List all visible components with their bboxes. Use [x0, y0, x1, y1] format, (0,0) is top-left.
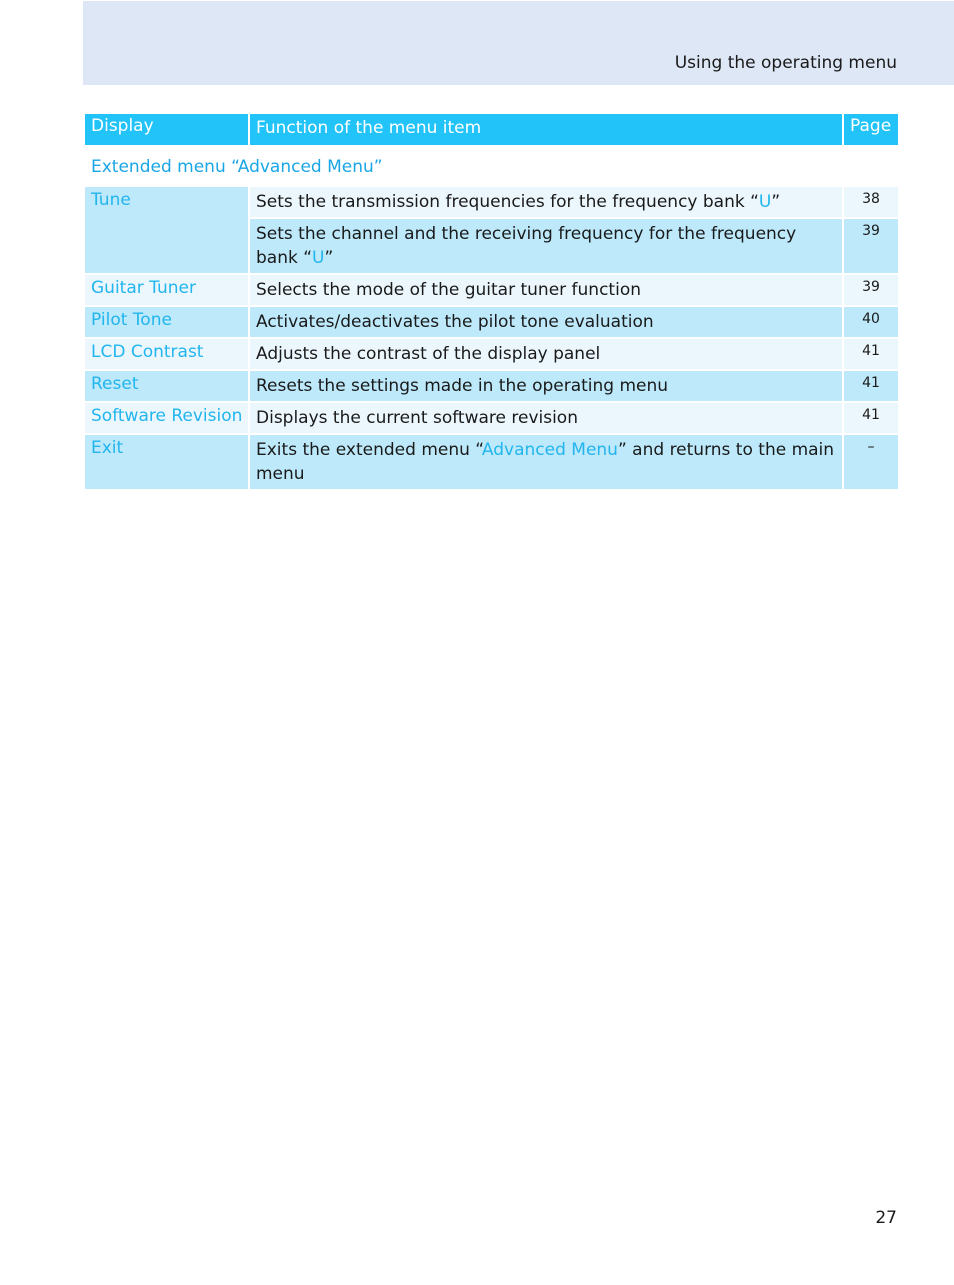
- section-title: Extended menu “Advanced Menu”: [91, 157, 383, 177]
- menu-item-function: Displays the current software revision: [250, 403, 842, 433]
- menu-item-page: 41: [844, 339, 898, 369]
- menu-item-function: Exits the extended menu “Advanced Menu” and returns to the main menu: [250, 435, 842, 489]
- menu-table: [85, 114, 900, 491]
- menu-item-page: 41: [844, 403, 898, 433]
- menu-item-function: Resets the settings made in the operating menu: [250, 371, 842, 401]
- table-row: [85, 275, 900, 305]
- table-row: [85, 371, 900, 401]
- column-header-page: Page: [844, 114, 898, 145]
- page-number: 27: [875, 1208, 897, 1228]
- menu-item-page: 39: [844, 275, 898, 305]
- menu-item-name: Pilot Tone: [85, 307, 248, 337]
- menu-item-page: 39: [844, 219, 898, 273]
- menu-item-name: Reset: [85, 371, 248, 401]
- table-row-exit: [85, 435, 900, 489]
- menu-item-name: Exit: [85, 435, 248, 489]
- menu-item-page: 41: [844, 371, 898, 401]
- column-header-function: Function of the menu item: [250, 114, 842, 145]
- page-header-title: Using the operating menu: [674, 53, 897, 73]
- table-header-row: [85, 114, 900, 145]
- menu-item-name: LCD Contrast: [85, 339, 248, 369]
- menu-item-page: 40: [844, 307, 898, 337]
- table-row: [85, 307, 900, 337]
- menu-item-page: 38: [844, 187, 898, 217]
- menu-item-function: Activates/deactivates the pilot tone evaluation: [250, 307, 842, 337]
- menu-item-function: Adjusts the contrast of the display panel: [250, 339, 842, 369]
- table-row: [85, 339, 900, 369]
- menu-item-function: Selects the mode of the guitar tuner function: [250, 275, 842, 305]
- menu-item-function: Sets the channel and the receiving frequency for the frequency bank “U”: [250, 219, 842, 273]
- menu-item-name: Tune: [85, 187, 248, 273]
- menu-item-page: –: [844, 435, 898, 489]
- menu-item-name: Guitar Tuner: [85, 275, 248, 305]
- column-header-display: Display: [85, 114, 248, 145]
- table-row-tune: [85, 187, 900, 273]
- table-row: [85, 403, 900, 433]
- menu-item-function: Sets the transmission frequencies for the frequency bank “U”: [250, 187, 842, 217]
- menu-item-name: Software Revision: [85, 403, 248, 433]
